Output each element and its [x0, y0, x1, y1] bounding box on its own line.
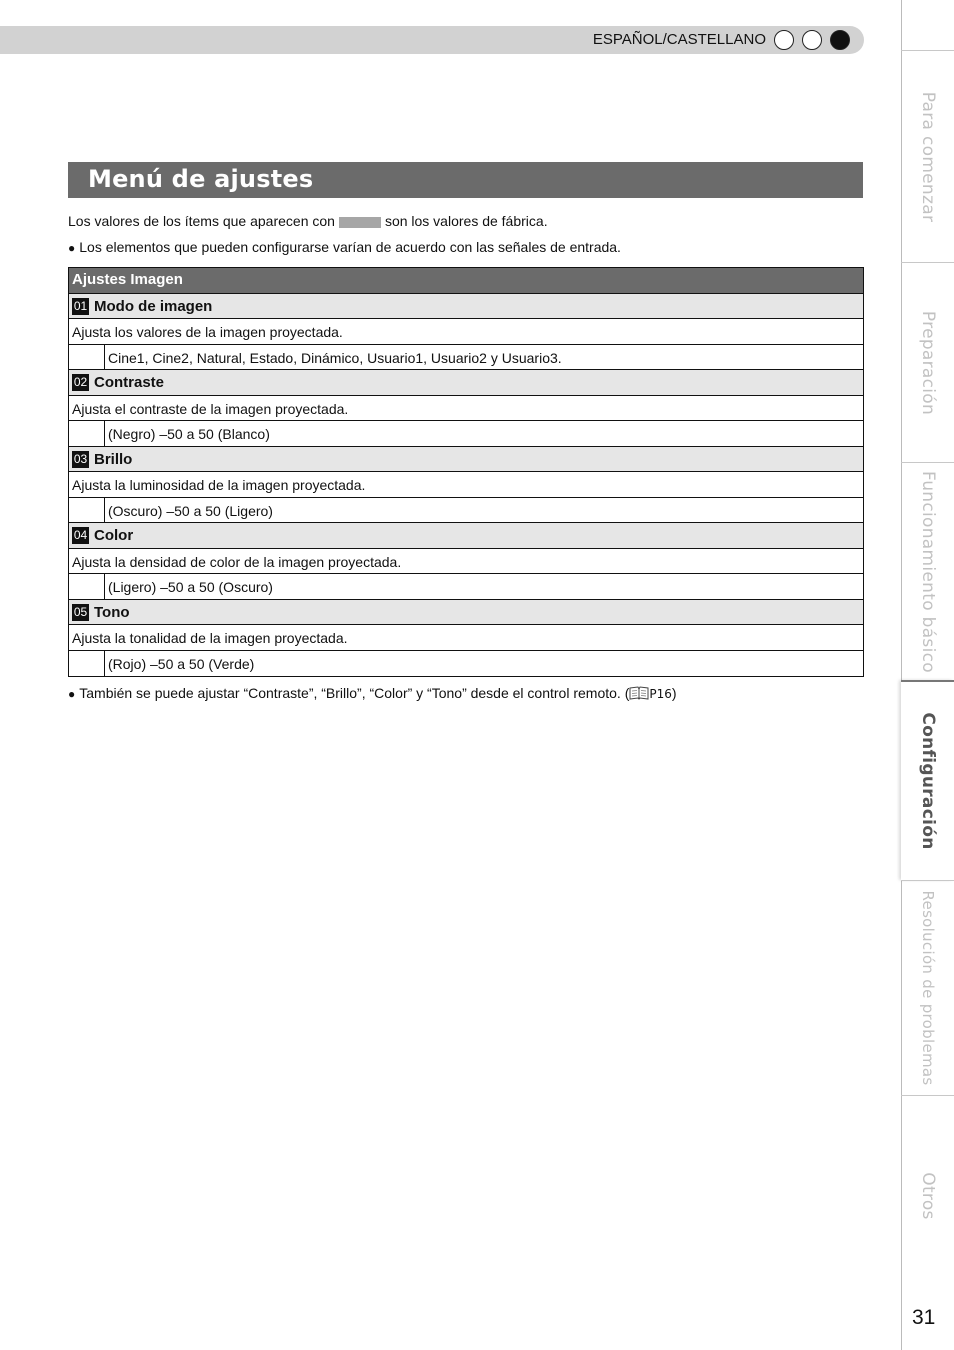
tab-para-comenzar[interactable]: [901, 50, 954, 262]
table-section-header: [69, 268, 863, 294]
item-value: (Negro) –50 a 50 (Blanco): [108, 426, 270, 442]
item-number: 05: [73, 604, 88, 619]
item-number: 02: [73, 375, 88, 389]
item-name: Contraste: [94, 374, 165, 391]
table-value-row: [69, 498, 863, 524]
item-description: Ajusta los valores de la imagen proyectada.: [72, 324, 343, 340]
section-title: Ajustes Imagen: [72, 271, 183, 288]
item-value: Cine1, Cine2, Natural, Estado, Dinámico, Usuario1, Usuario2 y Usuario3.: [108, 349, 562, 366]
footnote: [68, 685, 677, 701]
item-number: 01: [73, 298, 88, 313]
table-item-row: [69, 447, 863, 473]
tab-label: Configuración: [917, 712, 938, 850]
table-value-row: [69, 345, 863, 371]
bullet-icon: ●: [68, 241, 76, 255]
tab-preparacion[interactable]: [901, 262, 954, 462]
value-spacer-cell: [69, 345, 105, 370]
tab-otros[interactable]: [901, 1095, 954, 1295]
table-desc-row: [69, 625, 863, 651]
table-value-row: [69, 574, 863, 600]
side-navigation: [896, 0, 954, 1350]
item-value: (Ligero) –50 a 50 (Oscuro): [108, 579, 273, 595]
table-item-row: [69, 600, 863, 626]
item-description: Ajusta la luminosidad de la imagen proyectada.: [72, 477, 366, 493]
footnote-close: ): [671, 685, 677, 701]
tab-label: Otros: [917, 1171, 938, 1220]
page-number: 31: [912, 1306, 936, 1329]
page-reference[interactable]: P16: [649, 687, 672, 701]
table-desc-row: [69, 472, 863, 498]
item-value: (Rojo) –50 a 50 (Verde): [108, 655, 255, 672]
item-description: Ajusta la densidad de color de la imagen proyectada.: [72, 553, 402, 570]
item-value: (Oscuro) –50 a 50 (Ligero): [108, 502, 273, 519]
intro-note: Los elementos que pueden configurarse varían de acuerdo con las señales de entrada.: [79, 239, 621, 255]
table-value-row: [69, 421, 863, 447]
language-indicator-3-active: [830, 30, 850, 50]
language-bar: [0, 26, 864, 54]
intro-text-after: son los valores de fábrica.: [384, 213, 548, 229]
language-indicator-1: [774, 30, 794, 50]
intro-line-1: [68, 213, 548, 229]
tab-funcionamiento-basico[interactable]: [901, 462, 954, 680]
item-description: Ajusta el contraste de la imagen proyectada.: [72, 400, 349, 417]
table-desc-row: [69, 319, 863, 345]
value-spacer-cell: [69, 651, 105, 677]
item-name: Color: [94, 527, 134, 544]
item-description: Ajusta la tonalidad de la imagen proyectada.: [72, 630, 348, 646]
table-item-row: [69, 370, 863, 396]
tab-label: Preparación: [917, 310, 938, 415]
table-value-row: [69, 651, 863, 677]
value-spacer-cell: [69, 421, 105, 446]
item-number: 03: [73, 451, 88, 466]
book-reference-icon: [629, 686, 649, 700]
item-number: 04: [73, 528, 88, 542]
table-desc-row: [69, 549, 863, 575]
settings-table: [68, 267, 864, 677]
value-spacer-cell: [69, 498, 105, 523]
table-desc-row: [69, 396, 863, 422]
item-name: Tono: [94, 603, 130, 621]
language-indicator-2: [802, 30, 822, 50]
tab-resolucion-de-problemas[interactable]: [901, 880, 954, 1095]
intro-line-2: [68, 239, 621, 255]
factory-default-swatch: [339, 217, 381, 228]
table-item-row: [69, 523, 863, 549]
tab-label: Resolución de problemas: [918, 890, 937, 1086]
footnote-text: También se puede ajustar “Contraste”, “Brillo”, “Color” y “Tono” desde el control remoto. (: [79, 685, 630, 701]
bullet-icon: ●: [68, 687, 76, 701]
tab-label: Para comenzar: [917, 91, 938, 222]
item-name: Brillo: [94, 450, 133, 468]
page-title-bar: [68, 162, 863, 198]
tab-label: Funcionamiento básico: [917, 470, 938, 673]
value-spacer-cell: [69, 574, 105, 599]
intro-text-before: Los valores de los ítems que aparecen con: [68, 213, 335, 229]
item-name: Modo de imagen: [94, 297, 213, 315]
table-item-row: [69, 294, 863, 320]
page-title: Menú de ajustes: [88, 165, 314, 193]
language-label: ESPAÑOL/CASTELLANO: [592, 31, 766, 48]
tab-configuracion[interactable]: [901, 680, 954, 880]
